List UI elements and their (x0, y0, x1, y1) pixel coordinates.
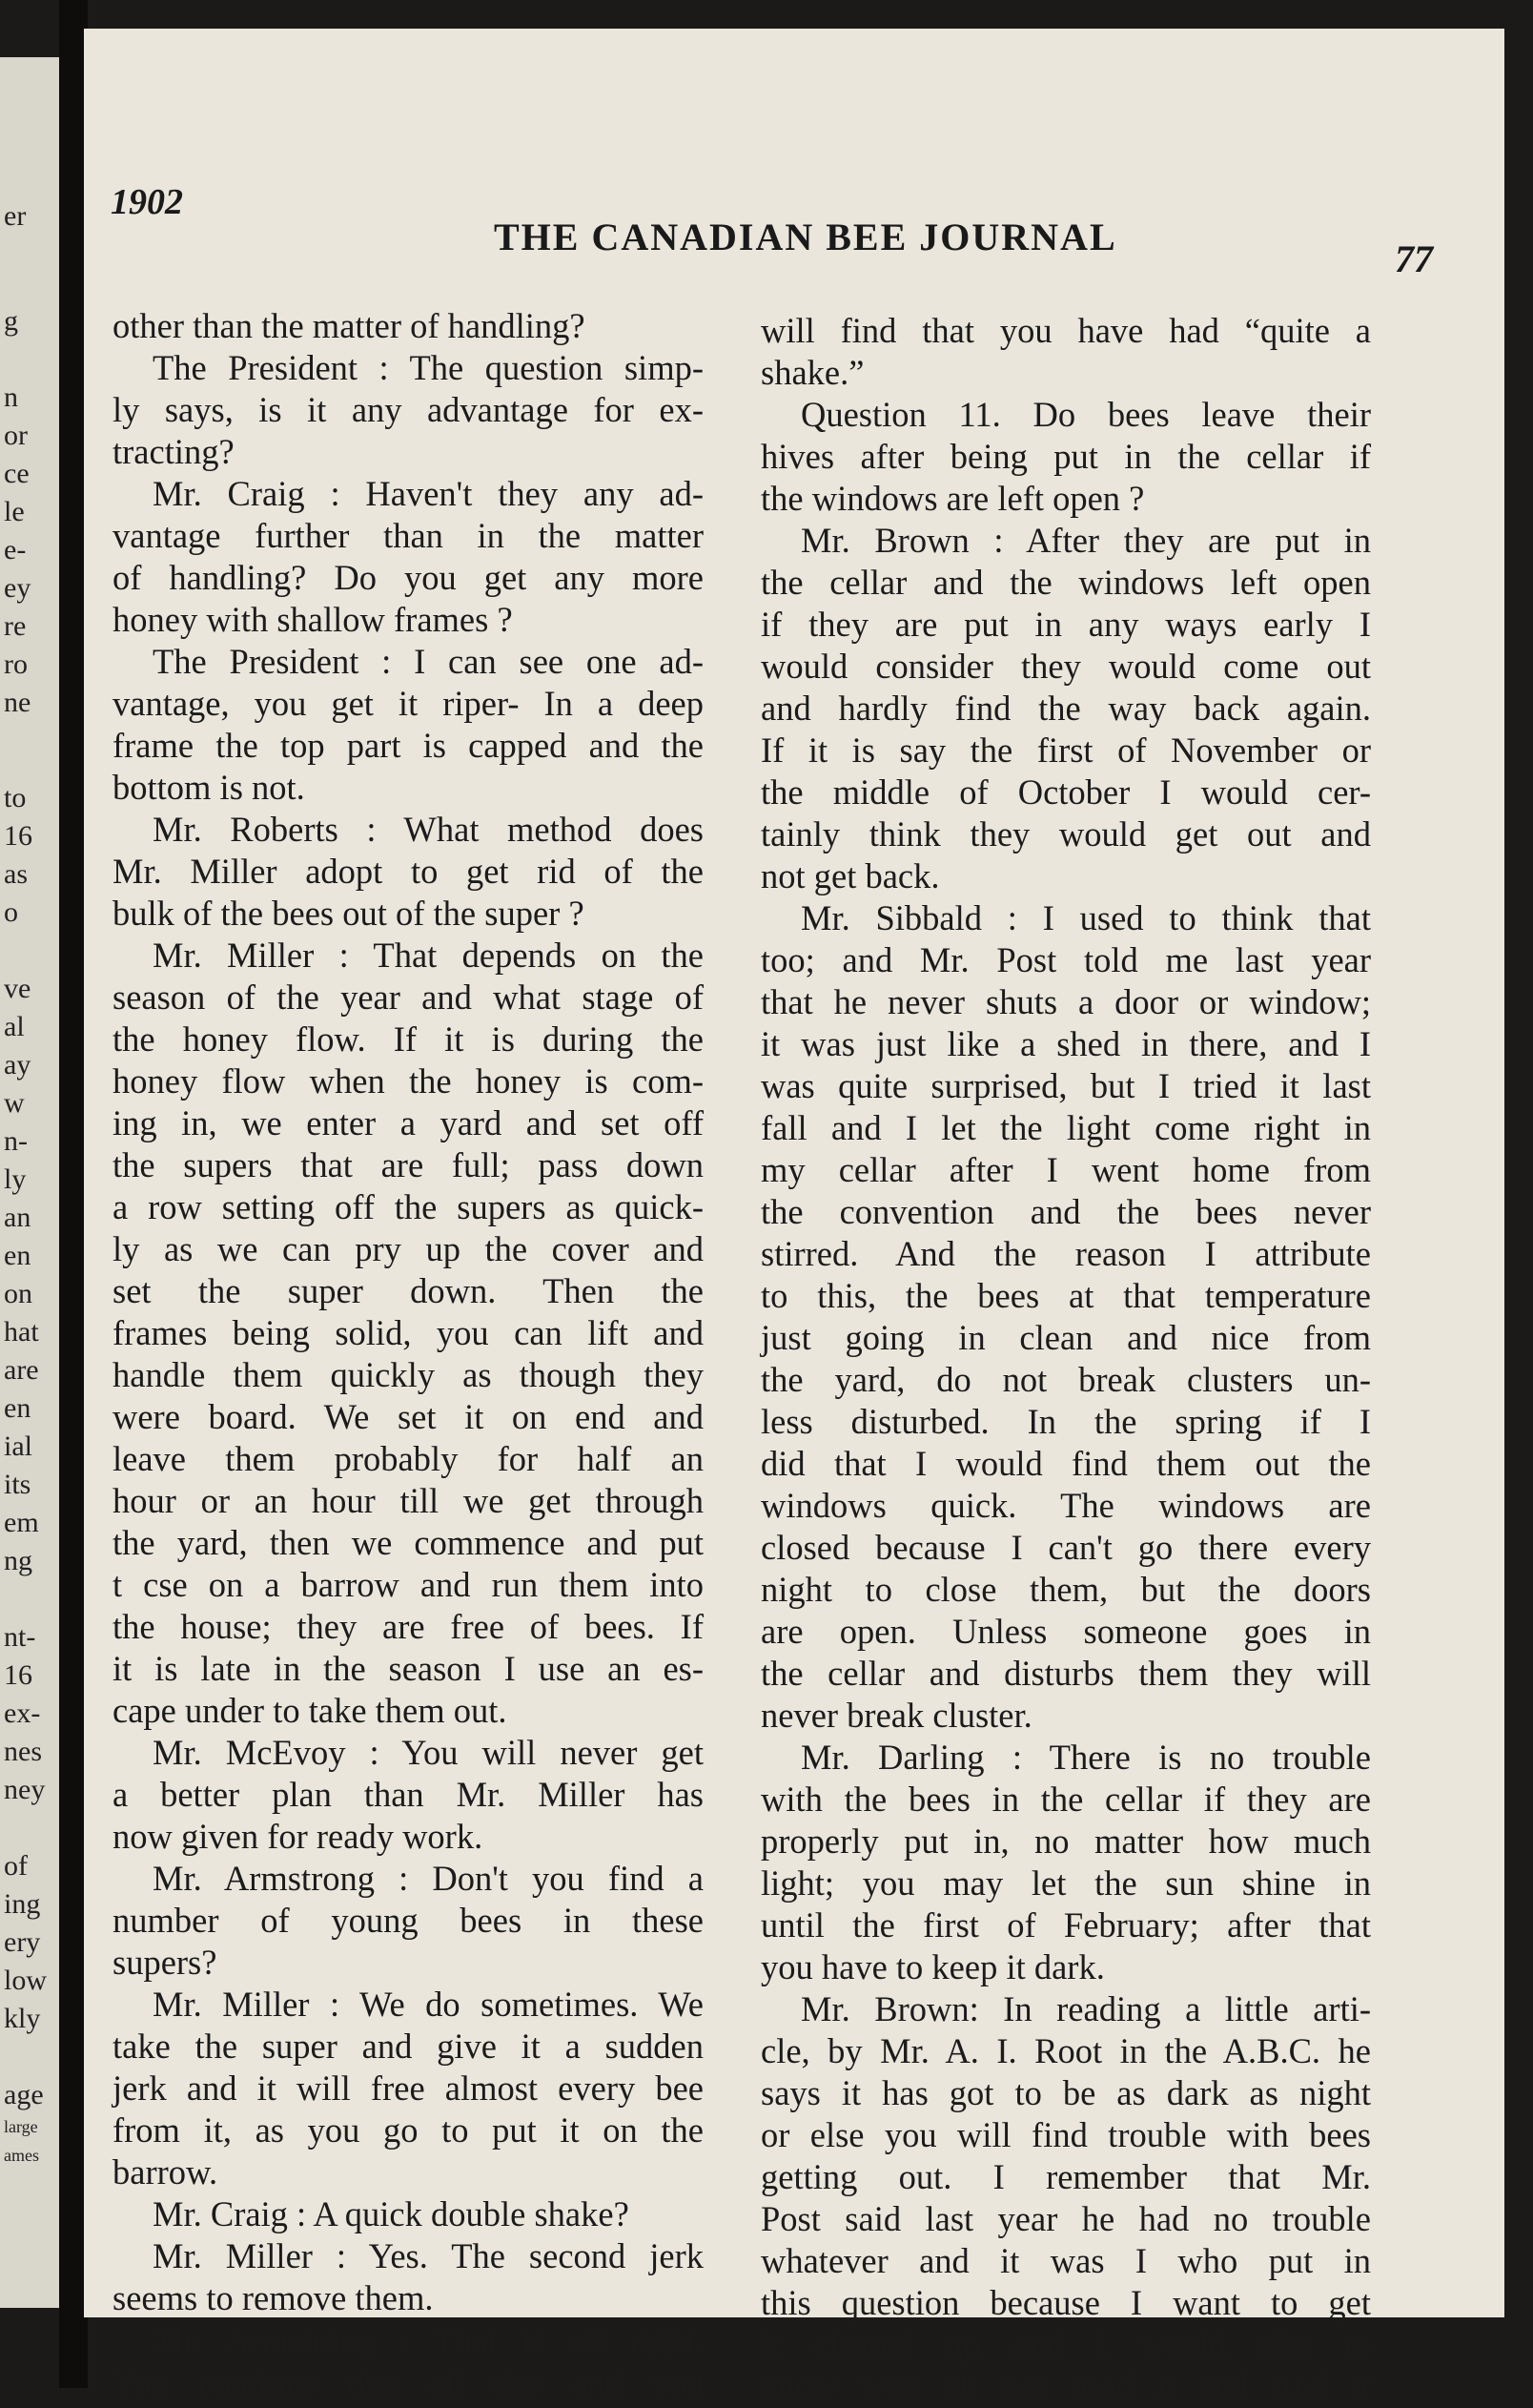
page-year: 1902 (111, 182, 183, 222)
text-line: take the super and give it a sudden (112, 2027, 704, 2066)
text-line: vantage further than in the matter (112, 516, 704, 555)
text-line: it cleared up and I would like to (761, 2325, 1371, 2364)
journal-title: THE CANADIAN BEE JOURNAL (494, 216, 1117, 258)
margin-fragment: e- (4, 534, 27, 566)
text-line: Mr. Armstrong : Don't you find a (153, 1859, 704, 1898)
margin-fragment: 16 (4, 1659, 32, 1691)
text-line: frames being solid, you can lift and (112, 1313, 704, 1352)
text-line: If it is say the first of November or (761, 731, 1371, 770)
margin-fragment: ly (4, 1163, 27, 1195)
margin-fragment: ing (4, 1888, 41, 1920)
text-line: the house; they are free of bees. If (112, 1607, 704, 1646)
text-line: this question because I want to get (761, 2283, 1371, 2322)
margin-fragment: ng (4, 1545, 32, 1576)
text-line: light; you may let the sun shine in (761, 1863, 1371, 1903)
margin-fragment: ve (4, 973, 31, 1004)
text-line: the windows are left open ? (761, 479, 1145, 518)
margin-fragment: of (4, 1850, 28, 1882)
margin-fragment: en (4, 1240, 31, 1271)
text-line: shake.” (761, 353, 865, 392)
text-line: the cellar and disturbs them they will (761, 1654, 1371, 1693)
text-line: my cellar after I went home from (761, 1150, 1371, 1189)
page-number: 77 (1395, 237, 1433, 280)
text-line: honey with shallow frames ? (112, 600, 513, 639)
margin-fragment: ial (4, 1430, 32, 1462)
text-line: whatever and it was I who put in (761, 2241, 1371, 2280)
text-line: now given for ready work. (112, 1817, 483, 1856)
margin-fragment: em (4, 1507, 39, 1538)
text-line: cape under to take them out. (112, 1691, 507, 1730)
text-line: Mr. Miller adopt to get rid of the (112, 852, 704, 891)
margin-fragment: ery (4, 1926, 41, 1958)
margin-fragment: an (4, 1202, 31, 1233)
margin-fragment: ne (4, 687, 31, 718)
text-line: bulk of the bees out of the super ? (112, 894, 584, 933)
text-line: ly as we can pry up the cover and (112, 1229, 704, 1268)
text-line: says it has got to be as dark as night (761, 2073, 1371, 2112)
margin-fragment: ay (4, 1049, 31, 1081)
text-line: if they are put in any ways early I (761, 605, 1371, 644)
margin-fragment: large (4, 2117, 38, 2136)
margin-fragment: nt- (4, 1621, 36, 1653)
text-line: or else you will find trouble with bees (761, 2115, 1371, 2154)
text-line: set the super down. Then the (112, 1271, 704, 1310)
text-line: the supers that are full; pass down (112, 1145, 704, 1184)
text-line: The President : I can see one ad- (153, 642, 704, 681)
adjacent-page-margin (0, 57, 59, 2308)
text-line: frame the top part is capped and the (112, 726, 704, 765)
margin-fragment: ce (4, 458, 30, 489)
text-line: Mr. Sibbald : I used to think that (801, 898, 1371, 937)
text-line: Mr. Miller : That depends on the (153, 936, 704, 975)
text-line: properly put in, no matter how much (761, 1821, 1371, 1861)
text-line: tainly think they would get out and (761, 814, 1371, 854)
text-line: Mr. Craig : A quick double shake? (153, 2194, 629, 2233)
text-line: would consider they would come out (761, 647, 1371, 686)
text-line: The President : The question simp- (153, 348, 704, 387)
text-line: the yard, do not break clusters un- (761, 1360, 1371, 1399)
text-line: know who all has tried it and find if (761, 2367, 1371, 2406)
text-line: cle, by Mr. A. I. Root in the A.B.C. he (761, 2031, 1371, 2070)
margin-fragment: its (4, 1469, 31, 1500)
text-line: Mr. Craig : Haven't they any ad- (153, 474, 704, 513)
text-line: Mr. Armstrong : That is all right. (153, 2320, 704, 2359)
margin-fragment: are (4, 1354, 39, 1386)
margin-fragment: on (4, 1278, 32, 1309)
text-line: the honey flow. If it is during the (112, 1019, 704, 1059)
text-line: the yard, then we commence and put (112, 1523, 704, 1562)
margin-fragment: age (4, 2079, 44, 2110)
margin-fragment: n- (4, 1125, 28, 1157)
text-line: to this, the bees at that temperature (761, 1276, 1371, 1315)
journal-page (84, 29, 1504, 2406)
margin-fragment: ro (4, 648, 28, 680)
text-line: hour or an hour till we get through (112, 1481, 704, 1520)
text-line: ing in, we enter a yard and set off (112, 1103, 704, 1142)
right-text-column (761, 310, 1371, 2408)
margin-fragment: o (4, 896, 18, 928)
margin-fragment: ey (4, 572, 31, 604)
margin-fragment: ex- (4, 1698, 41, 1729)
margin-fragment: low (4, 1965, 47, 1996)
margin-fragment: w (4, 1087, 25, 1119)
margin-fragment: kly (4, 2003, 41, 2034)
text-line: it is late in the season I use an es- (112, 1649, 704, 1688)
text-line: jerk and it will free almost every bee (112, 2068, 704, 2108)
text-line: vantage, you get it riper- In a deep (112, 684, 704, 723)
text-line: closed because I can't go there every (761, 1528, 1371, 1567)
margin-fragment: al (4, 1011, 25, 1042)
margin-fragment: en (4, 1392, 31, 1424)
text-line: hives after being put in the cellar if (761, 437, 1371, 476)
margin-fragment: as (4, 858, 28, 890)
left-text-column (112, 305, 704, 2403)
text-line: it was just like a shed in there, and I (761, 1024, 1371, 1063)
text-line: Post said last year he had no trouble (761, 2199, 1371, 2238)
margin-fragment: to (4, 782, 27, 813)
text-line: honey flow when the honey is com- (112, 1061, 704, 1101)
text-line: will find that you have had “quite a (761, 311, 1371, 350)
margin-fragment: le (4, 496, 25, 527)
text-line: never break cluster. (761, 1696, 1032, 1735)
text-line: Mr. Roberts : What method does (153, 810, 704, 849)
margin-fragment: er (4, 200, 27, 232)
text-line: Mr. Miller : Yes. The second jerk (153, 2236, 704, 2275)
text-line: ly says, is it any advantage for ex- (112, 390, 704, 429)
margin-fragment: 16 (4, 820, 32, 852)
text-line: Mr. Brown: In reading a little arti- (801, 1989, 1371, 2028)
text-line: other than the matter of handling? (112, 306, 585, 345)
text-line: Mr. Brown : After they are put in (801, 521, 1371, 560)
text-line: tracting? (112, 432, 235, 471)
text-line: just going in clean and nice from (761, 1318, 1371, 1357)
text-line: handle them quickly as though they (112, 1355, 704, 1394)
margin-fragment: g (4, 305, 18, 337)
text-line: less disturbed. In the spring if I (761, 1402, 1371, 1441)
text-line: from it, as you go to put it on the (112, 2110, 704, 2150)
text-line: the cellar and the windows left open (761, 563, 1371, 602)
text-line: Mr. McEvoy : You will never get (153, 1733, 704, 1772)
text-line: Question 11. Do bees leave their (801, 395, 1371, 434)
text-line: You continue that all day and you (112, 2362, 704, 2401)
margin-fragment: or (4, 420, 28, 451)
text-line: supers? (112, 1943, 217, 1982)
text-line: and hardly find the way back again. (761, 689, 1371, 728)
page-header (84, 29, 1504, 280)
text-line: with the bees in the cellar if they are (761, 1780, 1371, 1819)
text-line: fall and I let the light come right in (761, 1108, 1371, 1147)
text-line: of handling? Do you get any more (112, 558, 704, 597)
margin-fragment: nes (4, 1736, 42, 1767)
text-line: you have to keep it dark. (761, 1947, 1105, 1986)
text-line: Mr. Darling : There is no trouble (801, 1738, 1371, 1777)
text-line: that he never shuts a door or window; (761, 982, 1371, 1021)
margin-fragment: hat (4, 1316, 39, 1348)
text-line: barrow. (112, 2152, 218, 2192)
text-line: Mr. Miller : We do sometimes. We (153, 1985, 704, 2024)
text-line: a better plan than Mr. Miller has (112, 1775, 704, 1814)
text-line: were board. We set it on end and (112, 1397, 704, 1436)
text-line: season of the year and what stage of (112, 978, 704, 1017)
text-line: the convention and the bees never (761, 1192, 1371, 1231)
text-line: windows quick. The windows are (761, 1486, 1371, 1525)
margin-fragment: n (4, 381, 18, 413)
text-line: the middle of October I would cer- (761, 772, 1371, 812)
text-line: not get back. (761, 856, 940, 895)
text-line: night to close them, but the doors (761, 1570, 1371, 1609)
text-line: t cse on a barrow and run them into (112, 1565, 704, 1604)
text-line: bottom is not. (112, 768, 305, 807)
margin-fragment: ney (4, 1774, 46, 1805)
text-line: a row setting off the supers as quick- (112, 1187, 704, 1226)
text-line: was quite surprised, but I tried it last (761, 1066, 1371, 1105)
text-line: too; and Mr. Post told me last year (761, 940, 1371, 979)
text-line: did that I would find them out the (761, 1444, 1371, 1483)
text-line: number of young bees in these (112, 1901, 704, 1940)
margin-fragment: re (4, 610, 27, 642)
text-line: until the first of February; after that (761, 1905, 1371, 1945)
text-line: are open. Unless someone goes in (761, 1612, 1371, 1651)
text-line: seems to remove them. (112, 2278, 434, 2317)
margin-fragment: ames (4, 2146, 39, 2165)
text-line: leave them probably for half an (112, 1439, 704, 1478)
text-line: stirred. And the reason I attribute (761, 1234, 1371, 1273)
text-line: getting out. I remember that Mr. (761, 2157, 1371, 2196)
